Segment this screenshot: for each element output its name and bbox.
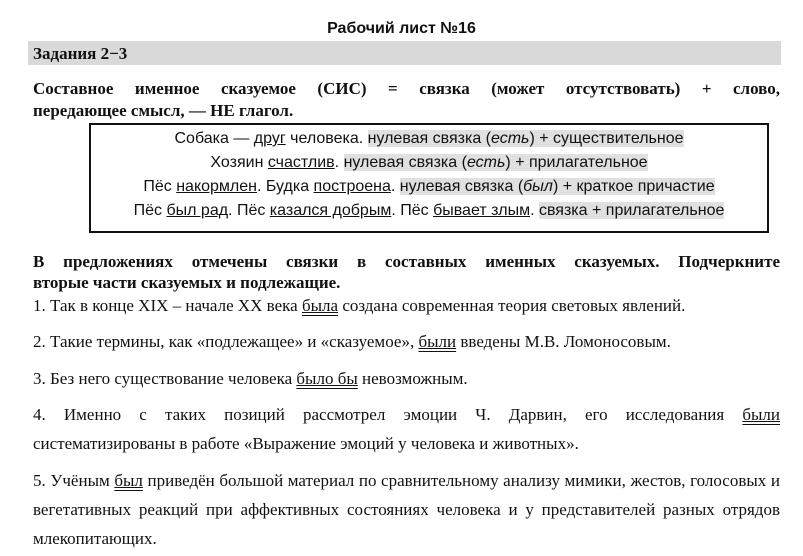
instruction-line-2: вторые части сказуемых и подлежащие. — [33, 273, 341, 292]
example-3-part-2: накормлен — [176, 178, 257, 195]
sentence-3-link: было бы — [296, 369, 358, 388]
page-title: Рабочий лист №16 — [327, 20, 476, 37]
example-1-part-1: Собака — — [174, 130, 254, 147]
sentence-3 — [33, 364, 780, 393]
sentence-4-pre: 4. Именно с таких позиций рассмотрел эмоции Ч. Дарвин, его исследования — [33, 405, 743, 424]
example-3-part-3: . Будка — [257, 178, 314, 195]
example-line-3 — [91, 178, 767, 196]
sentence-3-post: невозможным. — [357, 369, 468, 388]
sentence-2-pre: 2. Такие термины, как «подлежащее» и «сказуемое», — [33, 332, 419, 351]
definition — [33, 78, 780, 122]
example-3-part-8: ) + краткое причастие — [552, 178, 715, 195]
example-2-part-4: нулевая связка ( — [343, 154, 467, 171]
example-2-part-5: есть — [466, 154, 506, 171]
instruction — [33, 251, 780, 293]
sentence-2-link: были — [418, 332, 457, 351]
sentence-5 — [33, 466, 780, 553]
example-1-part-2: друг — [253, 130, 286, 147]
example-4-part-4: казался добрым — [269, 202, 392, 219]
sentence-5-post: приведён большой материал по сравнительному анализу мимики, жестов, голосовых и вегетативных реакций при аффективных состояниях человека и у представителей разных отрядов млекопитающих. — [33, 471, 780, 548]
sentence-5-link: был — [114, 471, 143, 490]
sentence-3-pre: 3. Без него существование человека — [33, 369, 297, 388]
example-1-part-4: нулевая связка ( — [367, 130, 491, 147]
sentence-1-post: создана современная теория световых явлений. — [338, 296, 686, 315]
example-2-part-2: счастлив — [267, 154, 335, 171]
definition-line-2: передающее смысл, — НЕ глагол. — [33, 101, 294, 120]
sentence-2 — [33, 327, 780, 356]
example-3-part-4: построена — [313, 178, 391, 195]
example-4-part-8: связка + прилагательное — [538, 202, 725, 219]
example-3-part-7: был — [523, 178, 553, 195]
example-4-part-1: Пёс — [133, 202, 167, 219]
definition-line-1: Составное именное сказуемое (СИС) = связка (может отсутствовать) + слово, — [33, 79, 780, 98]
instruction-line-1: В предложениях отмечены связки в составных именных сказуемых. Подчеркните — [33, 252, 780, 271]
example-2-part-6: ) + прилагательное — [505, 154, 648, 171]
example-line-4 — [91, 202, 767, 220]
sentence-4-post: систематизированы в работе «Выражение эмоций у человека и животных». — [33, 434, 579, 453]
example-4-part-5: . Пёс — [391, 202, 434, 219]
example-4-part-6: бывает злым — [433, 202, 531, 219]
example-3-part-1: Пёс — [143, 178, 177, 195]
sentence-5-pre: 5. Учёным — [33, 471, 115, 490]
task-header-bar — [28, 41, 781, 65]
example-line-2 — [91, 154, 767, 172]
sentence-1-pre: 1. Так в конце XIX – начале XX века — [33, 296, 302, 315]
example-4-part-3: . Пёс — [228, 202, 270, 219]
example-4-part-7: . — [530, 202, 539, 219]
example-4-part-2: был рад — [166, 202, 229, 219]
sentence-1-link: была — [301, 296, 339, 315]
example-2-part-3: . — [334, 154, 344, 171]
example-line-1 — [91, 130, 767, 148]
sentence-4-link: были — [742, 405, 780, 424]
example-3-part-5: . — [390, 178, 400, 195]
example-1-part-6: ) + существительное — [529, 130, 684, 147]
examples-box — [89, 123, 769, 233]
sentence-1 — [33, 291, 780, 320]
sentence-2-post: введены М.В. Ломоносовым. — [456, 332, 671, 351]
sentence-4-line-1 — [33, 400, 780, 429]
example-2-part-1: Хозяин — [210, 154, 268, 171]
example-3-part-6: нулевая связка ( — [399, 178, 524, 195]
task-header: Задания 2−3 — [33, 44, 128, 63]
sentence-4 — [33, 400, 780, 458]
example-1-part-5: есть — [491, 130, 530, 147]
example-1-part-3: человека. — [285, 130, 368, 147]
